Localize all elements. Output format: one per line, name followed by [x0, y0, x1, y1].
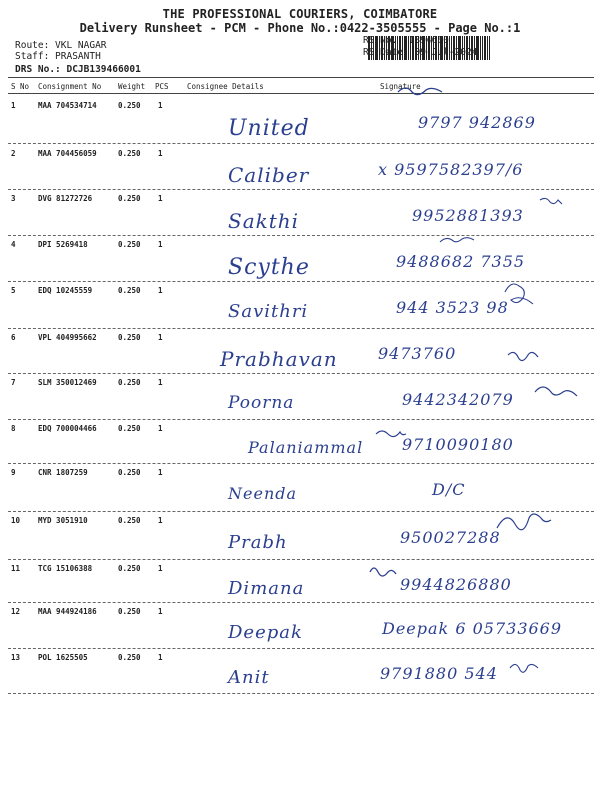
row-consignment-no: MAA 704534714 — [38, 101, 97, 110]
row-sno: 3 — [11, 194, 16, 203]
row-consignee-handwritten: Poorna — [228, 392, 295, 413]
row-consignee-handwritten: Prabh — [228, 531, 288, 553]
row-pcs: 1 — [158, 240, 163, 249]
row-weight: 0.250 — [118, 194, 141, 203]
row-weight: 0.250 — [118, 564, 141, 573]
row-signature-handwritten: 944 3523 98 — [396, 298, 509, 318]
scribble-row11 — [370, 568, 396, 576]
row-signature-handwritten: 950027288 — [400, 528, 501, 548]
row-consignment-no: DPI 5269418 — [38, 240, 88, 249]
row-consignment-no: CNR 1807259 — [38, 468, 88, 477]
row-pcs: 1 — [158, 468, 163, 477]
scribble-row4 — [440, 238, 474, 242]
row-pcs: 1 — [158, 653, 163, 662]
row-signature-handwritten: 9797 942869 — [418, 113, 536, 133]
runsheet-subtitle: Delivery Runsheet - PCM - Phone No.:0422-3505555 - Page No.:1 — [79, 21, 521, 35]
row-consignee-handwritten: Dimana — [228, 577, 305, 599]
row-sno: 9 — [11, 468, 16, 477]
row-sno: 2 — [11, 149, 16, 158]
row-pcs: 1 — [158, 516, 163, 525]
scribble-row6 — [508, 352, 538, 360]
rs-number: RS No.: 1394660 — [363, 35, 449, 46]
row-pcs: 1 — [158, 378, 163, 387]
row-sno: 11 — [11, 564, 21, 573]
row-sno: 7 — [11, 378, 16, 387]
row-pcs: 1 — [158, 564, 163, 573]
row-sno: 1 — [11, 101, 16, 110]
row-signature-handwritten: 9473760 — [378, 344, 457, 364]
row-weight: 0.250 — [118, 607, 141, 616]
row-consignment-no: TCG 15106388 — [38, 564, 93, 573]
route-label: Route: VKL NAGAR — [15, 40, 107, 51]
row-pcs: 1 — [158, 101, 163, 110]
row-weight: 0.250 — [118, 333, 141, 342]
row-consignment-no: EDQ 700004466 — [38, 424, 97, 433]
scribble-row7 — [535, 387, 577, 396]
row-weight: 0.250 — [118, 378, 141, 387]
row-consignment-no: MYD 3051910 — [38, 516, 88, 525]
scribble-row1 — [398, 88, 442, 95]
row-weight: 0.250 — [118, 101, 141, 110]
row-weight: 0.250 — [118, 424, 141, 433]
row-sno: 8 — [11, 424, 16, 433]
row-pcs: 1 — [158, 286, 163, 295]
row-signature-handwritten: 9944826880 — [400, 574, 512, 594]
row-pcs: 1 — [158, 607, 163, 616]
row-consignee-handwritten: Deepak — [228, 621, 303, 643]
row-signature-handwritten: 9791880 544 — [380, 664, 498, 684]
row-sno: 12 — [11, 607, 21, 616]
runsheet-title: THE PROFESSIONAL COURIERS, COIMBATORE — [162, 7, 438, 21]
col-header-consignee: Consignee Details — [187, 82, 264, 91]
staff-label: Staff: PRASANTH — [15, 51, 101, 62]
row-consignee-handwritten: United — [228, 116, 310, 142]
row-pcs: 1 — [158, 149, 163, 158]
row-weight: 0.250 — [118, 286, 141, 295]
col-header-weight: Weight — [118, 82, 146, 91]
row-signature-handwritten: D/C — [432, 480, 466, 500]
row-consignment-no: MAA 944924186 — [38, 607, 97, 616]
row-weight: 0.250 — [118, 240, 141, 249]
row-signature-handwritten: 9442342079 — [402, 389, 514, 409]
row-consignment-no: SLM 350012469 — [38, 378, 97, 387]
row-consignment-no: POL 1625505 — [38, 653, 88, 662]
row-consignee-handwritten: Savithri — [228, 301, 309, 323]
row-consignee-handwritten: Scythe — [228, 254, 310, 280]
scribble-row10 — [497, 514, 551, 530]
row-weight: 0.250 — [118, 516, 141, 525]
row-weight: 0.250 — [118, 468, 141, 477]
row-pcs: 1 — [158, 333, 163, 342]
scribble-row3 — [540, 198, 562, 204]
row-consignment-no: EDQ 10245559 — [38, 286, 93, 295]
row-consignee-handwritten: Anit — [228, 667, 270, 689]
drs-label: DRS No.: DCJB139466001 — [15, 64, 141, 75]
row-signature-handwritten: 9488682 7355 — [396, 251, 526, 271]
row-signature-handwritten: Deepak 6 05733669 — [382, 618, 563, 638]
row-sno: 5 — [11, 286, 16, 295]
col-header-sno: S No — [11, 82, 30, 91]
col-header-signature: Signature — [380, 82, 421, 91]
scribble-row8 — [376, 431, 406, 437]
row-consignee-handwritten: Caliber — [228, 163, 310, 188]
row-consignee-handwritten: Prabhavan — [220, 347, 338, 372]
col-header-pcs: PCS — [155, 82, 169, 91]
row-sno: 4 — [11, 240, 16, 249]
row-weight: 0.250 — [118, 149, 141, 158]
row-consignment-no: MAA 704456059 — [38, 149, 97, 158]
row-consignment-no: DVG 81272726 — [38, 194, 93, 203]
row-weight: 0.250 — [118, 653, 141, 662]
row-signature-handwritten: 9710090180 — [402, 435, 514, 455]
scribble-row5 — [505, 284, 533, 304]
scribble-row13 — [510, 664, 538, 672]
row-sno: 13 — [11, 653, 21, 662]
row-consignee-handwritten: Neenda — [228, 483, 298, 503]
row-pcs: 1 — [158, 194, 163, 203]
row-sno: 6 — [11, 333, 16, 342]
row-consignment-no: VPL 404995662 — [38, 333, 97, 342]
rs-date: RS Date: 09-Jul-2024 — [363, 47, 478, 58]
row-sno: 10 — [11, 516, 21, 525]
row-consignee-handwritten: Sakthi — [228, 208, 300, 233]
row-consignee-handwritten: Palaniammal — [248, 438, 364, 458]
row-signature-handwritten: 9952881393 — [412, 205, 524, 225]
row-signature-handwritten: x 9597582397/6 — [378, 160, 524, 180]
row-pcs: 1 — [158, 424, 163, 433]
col-header-consignment: Consignment No — [38, 82, 102, 91]
